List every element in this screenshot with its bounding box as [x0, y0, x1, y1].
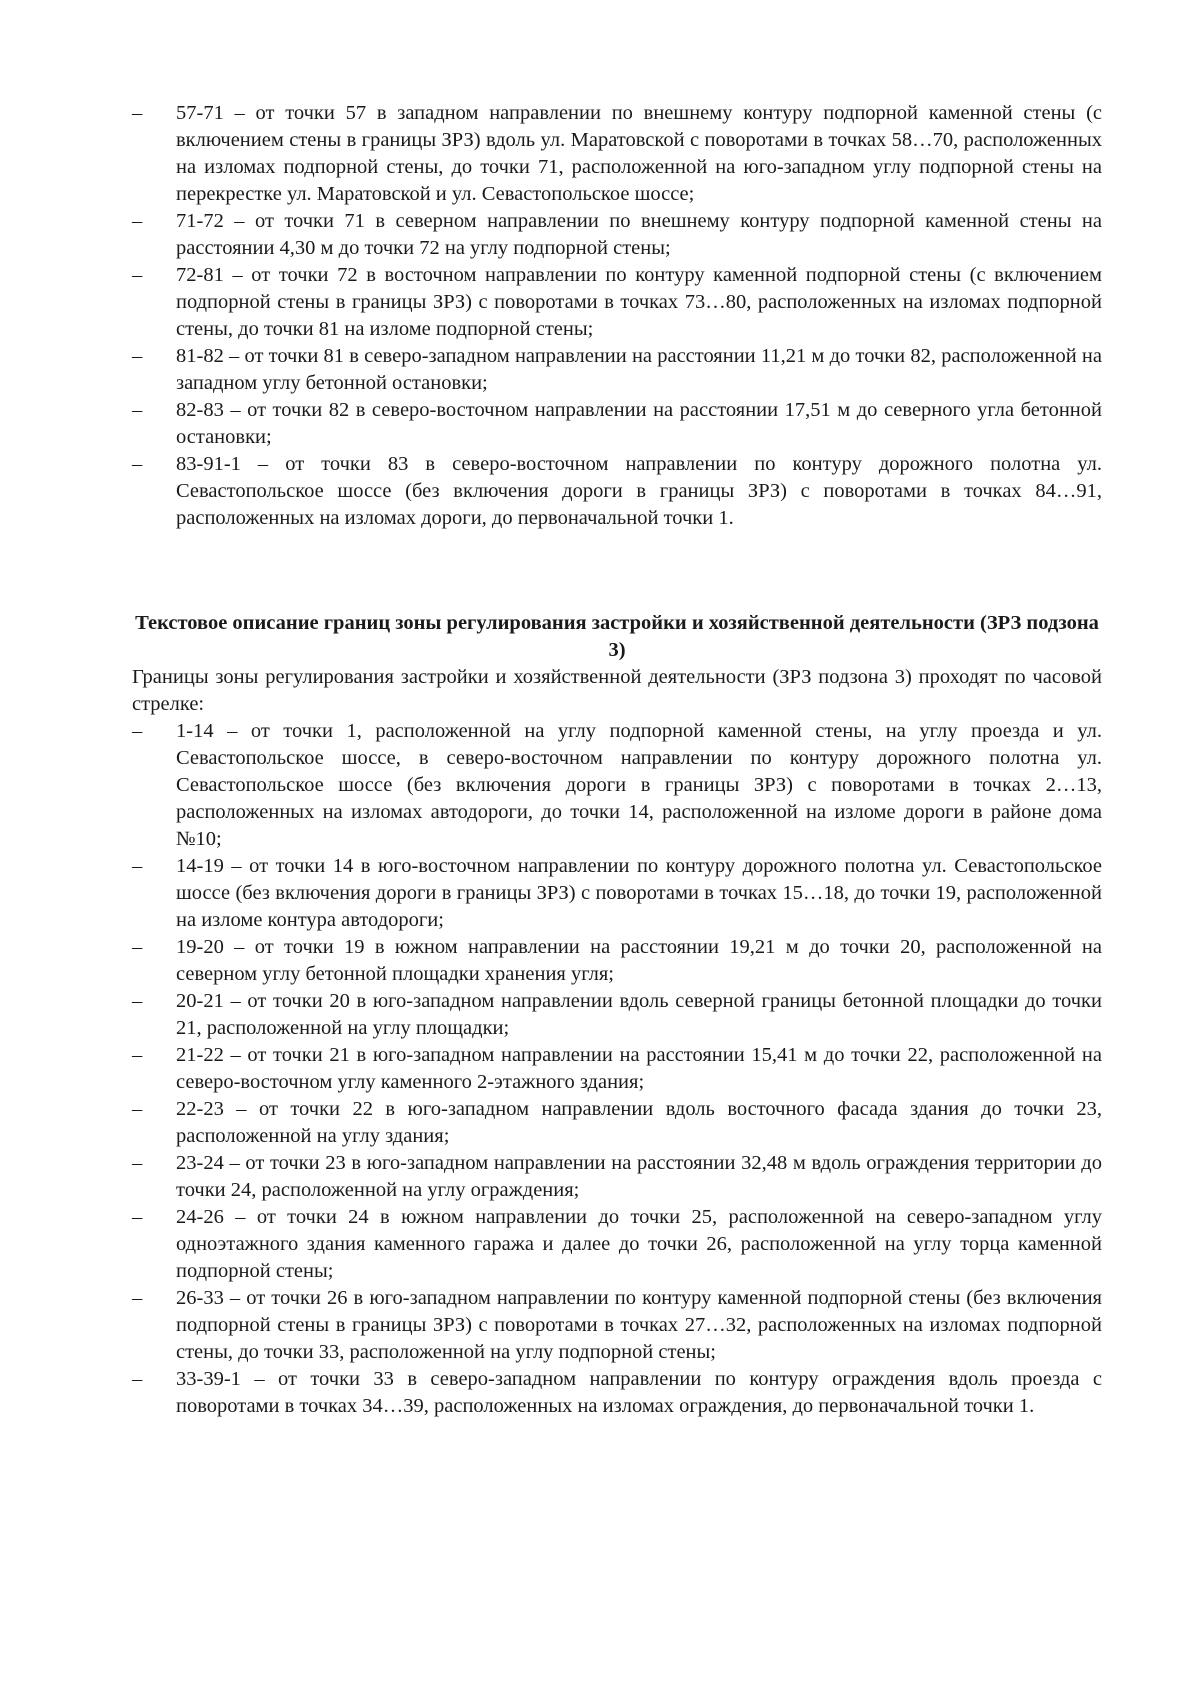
dash-marker: – [132, 1287, 143, 1309]
dash-marker: – [132, 1206, 143, 1228]
list-item-text: 14-19 – от точки 14 в юго-восточном направлении по контуру дорожного полотна ул. Севастопольское шоссе (без включения дороги в границы ЗРЗ) с поворотами в точках 15…18, до точки 19, расположенной на изломе контура автодороги; [176, 855, 1102, 931]
dash-marker: – [132, 1098, 143, 1120]
list-item [132, 1096, 1102, 1150]
list-item [132, 934, 1102, 988]
list-item-text: 19-20 – от точки 19 в южном направлении на расстоянии 19,21 м до точки 20, расположенной на северном углу бетонной площадки хранения угля; [176, 936, 1102, 985]
list-item [132, 100, 1102, 208]
list-item [132, 262, 1102, 343]
section-title: Текстовое описание границ зоны регулирования застройки и хозяйственной деятельности (ЗРЗ подзона 3) [135, 612, 1099, 661]
dash-marker: – [132, 1368, 143, 1390]
intro-paragraph: Границы зоны регулирования застройки и хозяйственной деятельности (ЗРЗ подзона 3) проходят по часовой стрелке: [132, 666, 1102, 715]
list-item-text: 82-83 – от точки 82 в северо-восточном направлении на расстоянии 17,51 м до северного угла бетонной остановки; [176, 399, 1102, 448]
list-item [132, 1285, 1102, 1366]
dash-marker: – [132, 399, 143, 421]
dash-marker: – [132, 936, 143, 958]
list-item-text: 24-26 – от точки 24 в южном направлении до точки 25, расположенной на северо-западном углу одноэтажного здания каменного гаража и далее до точки 26, расположенной на углу торца каменной подпорной стены; [176, 1206, 1102, 1282]
list-item [132, 208, 1102, 262]
list-item [132, 853, 1102, 934]
list-item [132, 1204, 1102, 1285]
dash-marker: – [132, 990, 143, 1012]
list-item [132, 1042, 1102, 1096]
list-item-text: 1-14 – от точки 1, расположенной на углу подпорной каменной стены, на углу проезда и ул. Севастопольское шоссе, в северо-восточном направлении по контуру дорожного полотна ул. Севастопольское шоссе (без включения дороги в границы ЗРЗ) с поворотами в точках 2…13, расположенных на изломах автодороги, до точки 14, расположенной на изломе дороги в районе дома №10; [176, 720, 1102, 850]
list-item [132, 718, 1102, 853]
list-item [132, 397, 1102, 451]
dash-marker: – [132, 1044, 143, 1066]
list-item-text: 21-22 – от точки 21 в юго-западном направлении на расстоянии 15,41 м до точки 22, расположенной на северо-восточном углу каменного 2-этажного здания; [176, 1044, 1102, 1093]
list-item-text: 81-82 – от точки 81 в северо-западном направлении на расстоянии 11,21 м до точки 82, расположенной на западном углу бетонной остановки; [176, 345, 1102, 394]
dash-marker: – [132, 453, 143, 475]
list-item [132, 988, 1102, 1042]
list-item-text: 20-21 – от точки 20 в юго-западном направлении вдоль северной границы бетонной площадки до точки 21, расположенной на углу площадки; [176, 990, 1102, 1039]
list-item [132, 1150, 1102, 1204]
list-item-text: 72-81 – от точки 72 в восточном направлении по контуру каменной подпорной стены (с включением подпорной стены в границы ЗРЗ) с поворотами в точках 73…80, расположенных на изломах подпорной стены, до точки 81 на изломе подпорной стены; [176, 264, 1102, 340]
list-item-text: 33-39-1 – от точки 33 в северо-западном направлении по контуру ограждения вдоль проезда с поворотами в точках 34…39, расположенных на изломах ограждения, до первоначальной точки 1. [176, 1368, 1102, 1417]
dash-marker: – [132, 345, 143, 367]
dash-marker: – [132, 1152, 143, 1174]
dash-marker: – [132, 102, 143, 124]
dash-marker: – [132, 210, 143, 232]
list-item [132, 1366, 1102, 1420]
dash-marker: – [132, 720, 143, 742]
dash-marker: – [132, 264, 143, 286]
list-item-text: 22-23 – от точки 22 в юго-западном направлении вдоль восточного фасада здания до точки 23, расположенной на углу здания; [176, 1098, 1102, 1147]
boundary-list-bottom [132, 718, 1102, 1420]
list-item-text: 83-91-1 – от точки 83 в северо-восточном направлении по контуру дорожного полотна ул. Севастопольское шоссе (без включения дороги в границы ЗРЗ) с поворотами в точках 84…91, расположенных на изломах дороги, до первоначальной точки 1. [176, 453, 1102, 529]
list-item [132, 451, 1102, 532]
list-item-text: 57-71 – от точки 57 в западном направлении по внешнему контуру подпорной каменной стены (с включением стены в границы ЗРЗ) вдоль ул. Маратовской с поворотами в точках 58…70, расположенных на изломах подпорной стены, до точки 71, расположенной на юго-западном углу подпорной стены на перекрестке ул. Маратовской и ул. Севастопольское шоссе; [176, 102, 1102, 205]
list-item-text: 26-33 – от точки 26 в юго-западном направлении по контуру каменной подпорной стены (без включения подпорной стены в границы ЗРЗ) с поворотами в точках 27…32, расположенных на изломах подпорной стены, до точки 33, расположенной на углу подпорной стены; [176, 1287, 1102, 1363]
dash-marker: – [132, 855, 143, 877]
boundary-list-top [132, 100, 1102, 532]
list-item [132, 343, 1102, 397]
list-item-text: 23-24 – от точки 23 в юго-западном направлении на расстоянии 32,48 м вдоль ограждения территории до точки 24, расположенной на углу ограждения; [176, 1152, 1102, 1201]
list-item-text: 71-72 – от точки 71 в северном направлении по внешнему контуру подпорной каменной стены на расстоянии 4,30 м до точки 72 на углу подпорной стены; [176, 210, 1102, 259]
